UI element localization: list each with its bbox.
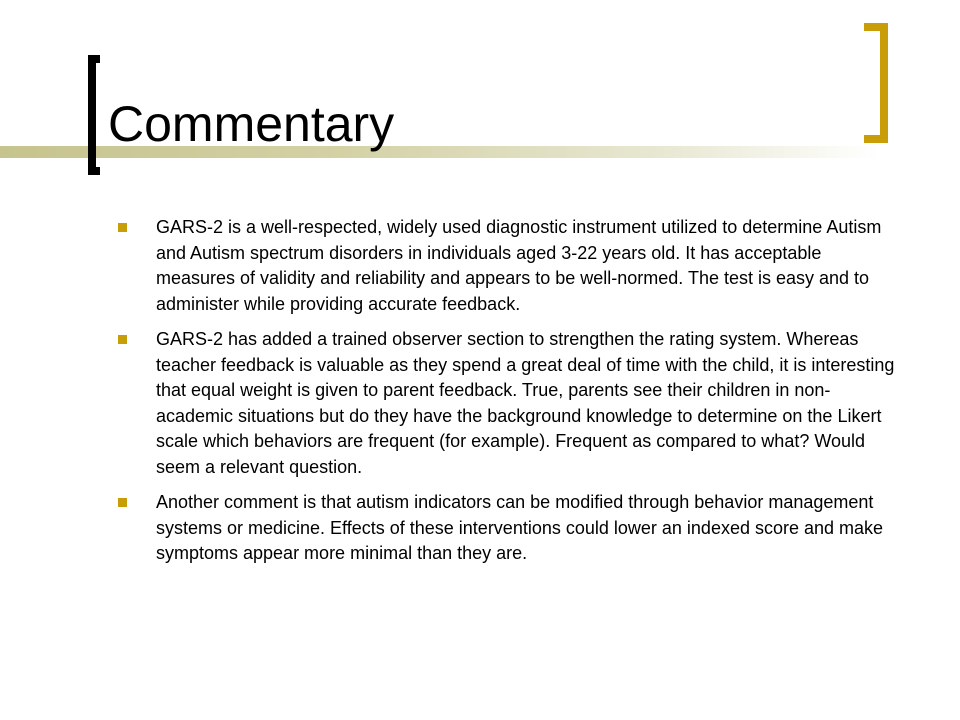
square-bullet-icon [118,335,127,344]
square-bullet-icon [118,498,127,507]
bullet-item [118,490,898,567]
bullet-list [118,215,898,577]
bullet-text: Another comment is that autism indicators can be modified through behavior management systems or medicine. Effects of these interventions could lower an indexed score and make symptoms appear more minimal than they are. [156,492,884,563]
right-bracket-decoration [864,23,888,143]
bullet-text: GARS-2 has added a trained observer section to strengthen the rating system. Whereas teacher feedback is valuable as they spend a great deal of time with the child, it is interesting that equal weight is given to parent feedback. True, parents see their children in non-academic situations but do they have the background knowledge to determine on the Likert scale which behaviors are frequent (for example). Frequent as compared to what? Would seem a relevant question. [156,329,895,477]
bullet-item [118,215,898,317]
left-bracket-decoration [88,55,100,175]
bullet-text: GARS-2 is a well-respected, widely used diagnostic instrument utilized to determine Autism and Autism spectrum disorders in individuals aged 3-22 years old. It has acceptable measures of validity and reliability and appears to be well-normed. The test is easy and to administer while providing accurate feedback. [156,217,882,314]
slide-title: Commentary [108,96,395,152]
bullet-item [118,327,898,480]
square-bullet-icon [118,223,127,232]
